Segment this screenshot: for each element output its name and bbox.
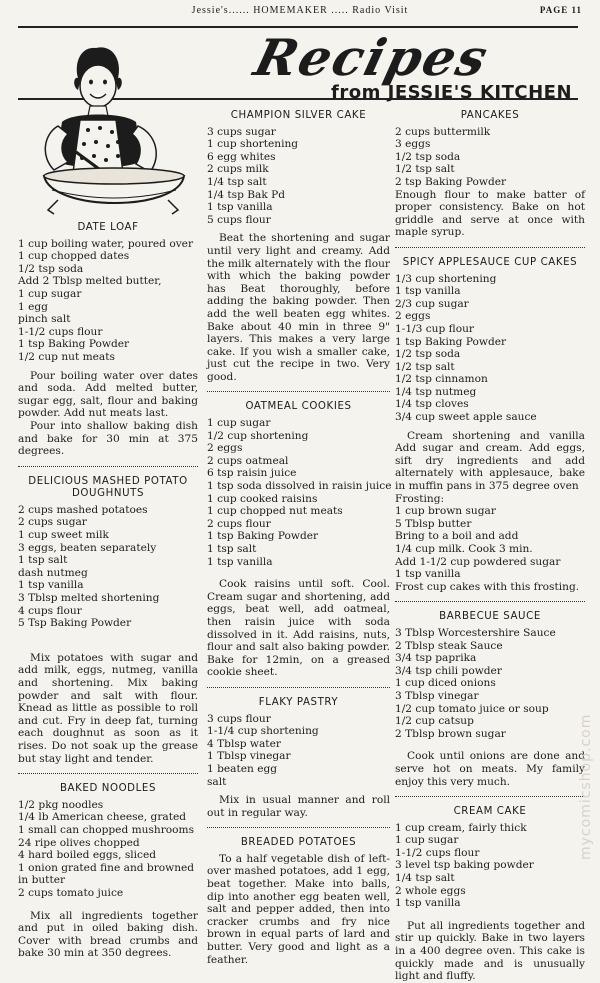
- ingredient-line: 1 tsp vanilla: [18, 579, 84, 592]
- recipe-title: DATE LOAF: [77, 222, 139, 233]
- ingredient-line: 6 egg whites: [207, 150, 276, 163]
- direction-paragraph: Pour boiling water over dates and soda. Add melted butter, sugar egg, salt, flour and baking powder. Add nut meats last.: [18, 369, 198, 420]
- banner-subtitle-from: from: [331, 82, 381, 103]
- direction-paragraph: Mix potatoes with sugar and add milk, eggs, nutmeg, vanilla and shortening. Mix baking powder and salt with flour. Knead as little as possible to roll and cut. Fry in deep fat, turning each doughnut as soon as it rises. Do not soak up the grease but stay light and tender.: [18, 651, 198, 765]
- recipe-cream-cake: [395, 806, 585, 983]
- ingredient-line: 2 cups buttermilk: [395, 125, 491, 138]
- recipe-title: CREAM CAKE: [453, 806, 527, 818]
- ingredient-list: [395, 126, 585, 189]
- recipe-title: PANCAKES: [460, 110, 520, 121]
- ingredient-line: 1 tsp vanilla: [395, 897, 461, 910]
- ingredient-line: 6 tsp raisin juice: [207, 467, 297, 480]
- ingredient-line: pinch salt: [18, 313, 71, 326]
- ingredient-line: 4 Tblsp water: [207, 737, 281, 750]
- direction-paragraph: Enough flour to make batter of proper consistency. Bake on hot griddle and serve at once with maple syrup.: [395, 188, 585, 239]
- recipe-title: BREADED POTATOES: [240, 837, 357, 849]
- ingredient-line: 2 Tblsp steak Sauce: [395, 639, 503, 652]
- ingredient-line: 1 tsp soda dissolved in raisin juice: [207, 480, 392, 493]
- ingredient-line: 1/3 cup shortening: [395, 272, 497, 285]
- recipe-title: DELICIOUS MASHED POTATO DOUGHNUTS: [28, 475, 188, 500]
- direction-paragraph: Mix all ingredients together and put in oiled baking dish. Cover with bread crumbs and bake 30 min at 350 degrees.: [18, 909, 198, 960]
- ingredient-line: 1/4 lb American cheese, grated: [18, 811, 187, 824]
- column-right: [395, 110, 585, 983]
- frosting-line: 1 tsp vanilla: [395, 568, 461, 581]
- ingredient-line: 1-1/4 cup shortening: [207, 725, 319, 738]
- ingredient-line: 1/4 tsp cloves: [395, 398, 469, 411]
- recipe-title: SPICY APPLESAUCE CUP CAKES: [402, 256, 578, 268]
- ingredient-line: 3/4 tsp paprika: [395, 652, 477, 665]
- direction-paragraph: Cream shortening and vanilla Add sugar and cream. Add eggs, sift dry ingredients and add alternately with applesauce, bake in muffin pans in 375 degree oven: [395, 429, 585, 493]
- dotted-divider: [207, 391, 390, 392]
- recipe-breaded-potatoes: [207, 837, 390, 966]
- ingredient-line: 1/2 cup shortening: [207, 429, 309, 442]
- ingredient-line: 2 cups mashed potatoes: [18, 503, 148, 516]
- ingredient-line: 3/4 cup sweet apple sauce: [395, 411, 537, 424]
- ingredient-line: 1/2 tsp cinnamon: [395, 373, 488, 386]
- directions: [395, 430, 585, 493]
- frosting-line: Bring to a boil and add: [395, 530, 519, 543]
- directions: [207, 232, 390, 383]
- ingredient-line: 1 cup diced onions: [395, 677, 496, 690]
- ingredient-line: 1 egg: [18, 300, 48, 313]
- directions: [207, 794, 390, 819]
- ingredient-line: 2 cups milk: [207, 163, 269, 176]
- ingredient-line: 3 eggs: [395, 138, 431, 151]
- ingredient-line: 1/2 cup nut meats: [18, 350, 115, 363]
- ingredient-line: 2 whole eggs: [395, 884, 466, 897]
- ingredient-line: 1/4 tsp nutmeg: [395, 385, 477, 398]
- ingredient-line: 1 tsp Baking Powder: [395, 335, 507, 348]
- ingredient-line: 1-1/2 cups flour: [395, 846, 480, 859]
- banner-script-title: Recipes: [248, 28, 496, 87]
- ingredient-line: 5 cups flour: [207, 213, 271, 226]
- ingredient-list: [395, 627, 585, 740]
- ingredient-line: 1/2 tsp salt: [395, 360, 455, 373]
- direction-paragraph: Beat the shortening and sugar until very light and creamy. Add the milk alternately with the flour with which the baking powder has Beat thoroughly, before adding the baking powder. Then add the well beaten egg whites. Bake about 40 min in three 9" layers. This makes a very large cake. If you wish a smaller cake, just cut the recipe in two. Very good.: [207, 232, 390, 383]
- direction-paragraph: Cook raisins until soft. Cool. Cream sugar and shortening, add eggs, beat well, add oatmeal, then raisin juice with soda dissolved in it. Add raisins, nuts, flour and salt also baking powder. Bake for 12min, on a greased cookie sheet.: [207, 578, 390, 679]
- ingredient-line: 1 cup boiling water, poured over: [18, 237, 194, 250]
- banner-subtitle: [331, 82, 572, 103]
- ingredient-line: 1 tsp Baking Powder: [207, 530, 319, 543]
- ingredient-list: [207, 126, 390, 227]
- ingredient-line: 2 cups tomato juice: [18, 886, 124, 899]
- page-number: PAGE 11: [539, 5, 582, 15]
- ingredient-line: 1 cup chopped dates: [18, 250, 130, 263]
- ingredient-line: 2 eggs: [395, 310, 431, 323]
- recipe-flaky-pastry: [207, 697, 390, 819]
- ingredient-line: 1-1/2 cups flour: [18, 325, 103, 338]
- recipe-applesauce-cupcakes: [395, 257, 585, 593]
- direction-paragraph: Cook until onions are done and serve hot on meats. My family enjoy this very much.: [395, 750, 585, 788]
- ingredient-line: 2 tsp Baking Powder: [395, 175, 507, 188]
- recipe-potato-doughnuts: [18, 476, 198, 765]
- ingredient-line: 3 cups sugar: [207, 125, 276, 138]
- ingredient-line: 3 Tblsp Worcestershire Sauce: [395, 626, 556, 639]
- dotted-divider: [395, 247, 585, 248]
- frosting-list: [395, 493, 585, 594]
- ingredient-line: 2 cups oatmeal: [207, 454, 289, 467]
- ingredient-list: [395, 822, 585, 910]
- ingredient-line: 3/4 tsp chili powder: [395, 664, 502, 677]
- ingredient-line: 3 cups flour: [207, 712, 271, 725]
- ingredient-line: 1/2 cup tomato juice or soup: [395, 702, 549, 715]
- ingredient-line: 1 tsp vanilla: [207, 201, 273, 214]
- column-middle: [207, 110, 390, 966]
- ingredient-line: 1/4 tsp salt: [207, 175, 267, 188]
- frosting-line: Add 1-1/2 cup powdered sugar: [395, 555, 561, 568]
- dotted-divider: [18, 773, 198, 774]
- recipe-oatmeal-cookies: [207, 401, 390, 678]
- ingredient-line: 1 Tblsp vinegar: [207, 750, 291, 763]
- ingredient-line: 1/2 tsp soda: [395, 150, 461, 163]
- ingredient-line: 2 Tblsp brown sugar: [395, 727, 506, 740]
- ingredient-line: 3 level tsp baking powder: [395, 859, 534, 872]
- ingredient-line: 1/2 tsp salt: [395, 163, 455, 176]
- ingredient-line: 4 cups flour: [18, 604, 82, 617]
- ingredient-line: salt: [207, 775, 227, 788]
- ingredient-line: 1/2 cup catsup: [395, 715, 474, 728]
- running-header: [0, 4, 600, 20]
- watermark: mycomicshop.com: [578, 713, 594, 860]
- frosting-line: 1 cup brown sugar: [395, 505, 496, 518]
- ingredient-line: 1 onion grated fine and browned in butter: [18, 861, 195, 887]
- dotted-divider: [207, 687, 390, 688]
- ingredient-line: dash nutmeg: [18, 566, 88, 579]
- recipe-date-loaf: [18, 222, 198, 458]
- ingredient-line: Add 2 Tblsp melted butter,: [18, 275, 162, 288]
- recipe-title: CHAMPION SILVER CAKE: [230, 110, 367, 121]
- dotted-divider: [395, 601, 585, 602]
- ingredient-line: 1-1/3 cup flour: [395, 322, 474, 335]
- ingredient-line: 5 Tsp Baking Powder: [18, 617, 132, 630]
- ingredient-line: 3 Tblsp vinegar: [395, 689, 479, 702]
- column-left: [18, 222, 198, 960]
- ingredient-line: 1 cup sugar: [18, 287, 82, 300]
- directions: [18, 370, 198, 458]
- directions: [18, 910, 198, 960]
- ingredient-list: [18, 504, 198, 630]
- frosting-line: Frost cup cakes with this frosting.: [395, 580, 580, 593]
- ingredient-line: 1 tsp vanilla: [207, 555, 273, 568]
- recipe-title: OATMEAL COOKIES: [245, 401, 352, 413]
- directions: [207, 853, 390, 966]
- banner-subtitle-name: JESSIE'S KITCHEN: [387, 82, 573, 103]
- ingredient-line: 2 cups flour: [207, 517, 271, 530]
- ingredient-line: 1/4 tsp Bak Pd: [207, 188, 286, 201]
- ingredient-line: 2 eggs: [207, 442, 243, 455]
- ingredient-line: 3 eggs, beaten separately: [18, 541, 157, 554]
- direction-paragraph: Mix in usual manner and roll out in regular way.: [207, 794, 390, 819]
- ingredient-line: 24 ripe olives chopped: [18, 836, 140, 849]
- directions: [207, 578, 390, 679]
- frosting-line: Frosting:: [395, 492, 445, 505]
- dotted-divider: [207, 827, 390, 828]
- directions: [395, 189, 585, 239]
- cook-mixing-bowl-illustration: [18, 30, 198, 220]
- ingredient-list: [18, 238, 198, 364]
- running-title: Jessie's...... HOMEMAKER ..... Radio Visit: [191, 5, 409, 16]
- ingredient-line: 1 cup cream, fairly thick: [395, 821, 527, 834]
- ingredient-line: 1/2 pkg noodles: [18, 798, 104, 811]
- ingredient-line: 1 cup sweet milk: [18, 529, 109, 542]
- ingredient-line: 2 cups sugar: [18, 516, 87, 529]
- ingredient-line: 1/4 tsp salt: [395, 872, 455, 885]
- direction-paragraph: Pour into shallow baking dish and bake for 30 min at 375 degrees.: [18, 419, 198, 458]
- ingredient-line: 1 tsp salt: [18, 554, 68, 567]
- ingredient-line: 1 beaten egg: [207, 762, 278, 775]
- directions: [395, 750, 585, 788]
- ingredient-list: [207, 417, 390, 568]
- ingredient-line: 1 small can chopped mushrooms: [18, 823, 195, 836]
- directions: [18, 652, 198, 765]
- recipe-champion-silver-cake: [207, 110, 390, 383]
- recipe-title: BAKED NOODLES: [59, 783, 157, 795]
- ingredient-list: [18, 799, 198, 900]
- ingredient-line: 1 cup sugar: [207, 417, 271, 430]
- ingredient-line: 1 tsp vanilla: [395, 285, 461, 298]
- recipe-baked-noodles: [18, 783, 198, 960]
- ingredient-line: 1/2 tsp soda: [395, 348, 461, 361]
- direction-paragraph: To a half vegetable dish of left-over mashed potatoes, add 1 egg, beat together. Make into balls, dip into another egg beaten well, salt and pepper added, then into cracker crumbs and fry nice brown in equal parts of lard and butter. Very good and light as a feather.: [207, 852, 390, 966]
- ingredient-list: [207, 713, 390, 789]
- ingredient-line: 1 cup chopped nut meats: [207, 505, 343, 518]
- dotted-divider: [18, 466, 198, 467]
- ingredient-line: 1/2 tsp soda: [18, 262, 84, 275]
- dotted-divider: [395, 796, 585, 797]
- recipe-pancakes: [395, 110, 585, 239]
- recipe-barbecue-sauce: [395, 611, 585, 788]
- ingredient-line: 1 cup cooked raisins: [207, 492, 318, 505]
- ingredient-line: 1 cup shortening: [207, 138, 299, 151]
- direction-paragraph: Put all ingredients together and stir up quickly. Bake in two layers in a 400 degree oven. This cake is quickly made and is unusually light and fluffy.: [395, 919, 585, 983]
- ingredient-list: [395, 273, 585, 424]
- frosting-line: 5 Tblsp butter: [395, 517, 472, 530]
- ingredient-line: 3 Tblsp melted shortening: [18, 592, 160, 605]
- ingredient-line: 4 hard boiled eggs, sliced: [18, 849, 157, 862]
- recipe-title: BARBECUE SAUCE: [439, 611, 541, 623]
- directions: [395, 920, 585, 983]
- ingredient-line: 1 cup sugar: [395, 834, 459, 847]
- recipe-title: FLAKY PASTRY: [258, 696, 339, 708]
- ingredient-line: 2/3 cup sugar: [395, 297, 469, 310]
- ingredient-line: 1 tsp Baking Powder: [18, 338, 130, 351]
- ingredient-line: 1 tsp salt: [207, 543, 257, 555]
- frosting-line: 1/4 cup milk. Cook 3 min.: [395, 543, 533, 555]
